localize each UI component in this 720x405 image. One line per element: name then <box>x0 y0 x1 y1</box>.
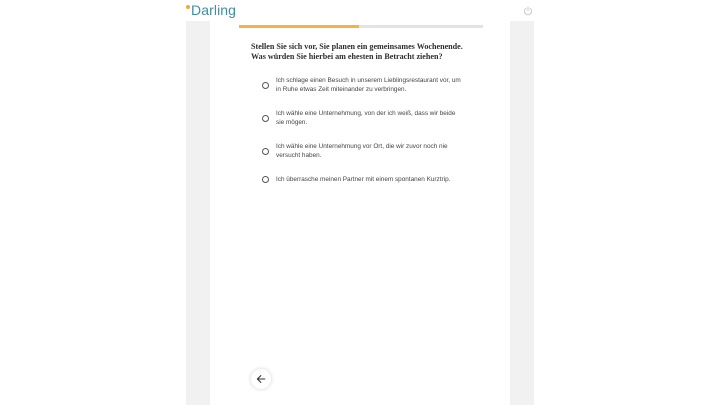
power-icon[interactable] <box>523 6 533 16</box>
progress-bar <box>239 25 483 28</box>
radio-button[interactable] <box>262 148 269 155</box>
answer-option-label: Ich überrasche meinen Partner mit einem spontanen Kurztrip. <box>276 176 451 183</box>
logo-dot-icon <box>186 5 190 9</box>
answer-option-1[interactable] <box>262 76 462 94</box>
answer-option-4[interactable] <box>262 175 462 184</box>
top-bar <box>0 0 720 21</box>
answer-option-label: Ich schlage einen Besuch in unserem Lieblingsrestaurant vor, um in Ruhe etwas Zeit miteinander zu verbringen. <box>276 77 461 93</box>
radio-button[interactable] <box>262 115 269 122</box>
logo-text: Darling <box>191 2 237 18</box>
answer-option-2[interactable] <box>262 109 462 127</box>
answer-option-3[interactable] <box>262 142 462 160</box>
arrow-left-icon <box>256 374 266 384</box>
question-text: Stellen Sie sich vor, Sie planen ein gemeinsames Wochenende. Was würden Sie hierbei am ehesten in Betracht ziehen? <box>251 42 463 61</box>
radio-button[interactable] <box>262 82 269 89</box>
answer-option-label: Ich wähle eine Unternehmung, von der ich weiß, dass wir beide sie mögen. <box>276 110 456 126</box>
progress-bar-fill <box>239 25 359 28</box>
radio-button[interactable] <box>262 176 269 183</box>
answer-option-label: Ich wähle eine Unternehmung vor Ort, die wir zuvor noch nie versucht haben. <box>276 143 448 159</box>
back-button[interactable] <box>251 369 271 389</box>
darling-logo[interactable] <box>186 2 236 19</box>
